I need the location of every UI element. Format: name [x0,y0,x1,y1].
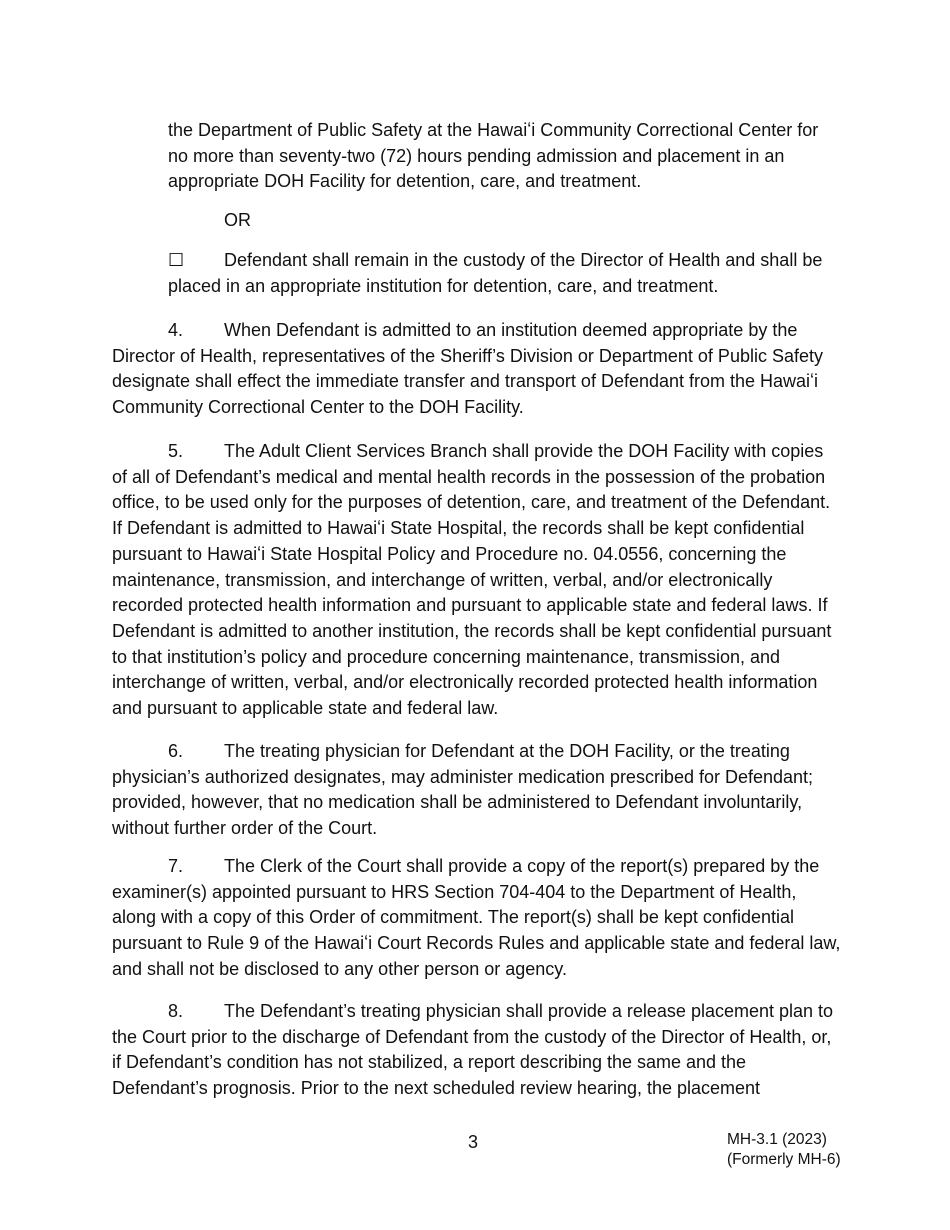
custody-option-paragraph [168,248,842,299]
page-number: 3 [468,1132,479,1152]
or-separator: OR [224,210,251,230]
paragraph-7 [112,854,842,983]
form-former-code: (Formerly MH-6) [727,1151,841,1168]
paragraph-8 [112,999,842,1102]
intro-continuation-paragraph: the Department of Public Safety at the Hawaiʻi Community Correctional Center for no more than seventy-two (72) hours pending admission and placement in an appropriate DOH Facility for detention, care, and treatment. [168,120,819,192]
paragraph-7-number: 7. [168,856,184,876]
paragraph-7-text: The Clerk of the Court shall provide a copy of the report(s) prepared by the examiner(s) appointed pursuant to HRS Section 704-404 to the Department of Health, along with a copy of this Order of commitment. The report(s) shall be kept confidential pursuant to Rule 9 of the Hawaiʻi Court Records Rules and applicable state and federal law, and shall not be disclosed to any other person or agency. [112,856,841,979]
custody-option-text: Defendant shall remain in the custody of the Director of Health and shall be placed in an appropriate institution for detention, care, and treatment. [168,250,823,296]
form-identifier [727,1130,841,1170]
paragraph-6-number: 6. [168,741,184,761]
paragraph-8-number: 8. [168,1001,184,1021]
paragraph-4 [112,318,842,421]
paragraph-8-text: The Defendant’s treating physician shall provide a release placement plan to the Court prior to the discharge of Defendant from the custody of the Director of Health, or, if Defendant’s condition has not stabilized, a report describing the same and the Defendant’s prognosis. Prior to the next scheduled review hearing, the placement [112,1001,834,1099]
paragraph-5-number: 5. [168,441,184,461]
paragraph-4-number: 4. [168,320,184,340]
paragraph-6 [112,739,842,842]
paragraph-6-text: The treating physician for Defendant at the DOH Facility, or the treating physician’s authorized designates, may administer medication prescribed for Defendant; provided, however, that no medication shall be administered to Defendant involuntarily, without further order of the Court. [112,741,814,839]
form-code: MH-3.1 (2023) [727,1131,827,1148]
paragraph-4-text: When Defendant is admitted to an institution deemed appropriate by the Director of Health, representatives of the Sheriff’s Division or Department of Public Safety designate shall effect the immediate transfer and transport of Defendant from the Hawaiʻi Community Correctional Center to the DOH Facility. [112,320,823,418]
checkbox-icon[interactable]: ☐ [168,250,185,271]
paragraph-5 [112,439,842,722]
paragraph-5-text: The Adult Client Services Branch shall provide the DOH Facility with copies of all of Defendant’s medical and mental health records in the possession of the probation office, to be used only for the purposes of detention, care, and treatment of the Defendant. If Defendant is admitted to Hawaiʻi State Hospital, the records shall be kept confidential pursuant to Hawaiʻi State Hospital Policy and Procedure no. 04.0556, concerning the maintenance, transmission, and interchange of written, verbal, and/or electronically recorded protected health information and pursuant to applicable state and federal laws. If Defendant is admitted to another institution, the records shall be kept confidential pursuant to that institution’s policy and procedure concerning maintenance, transmission, and interchange of written, verbal, and/or electronically recorded protected health information and pursuant to applicable state and federal law. [112,441,832,719]
